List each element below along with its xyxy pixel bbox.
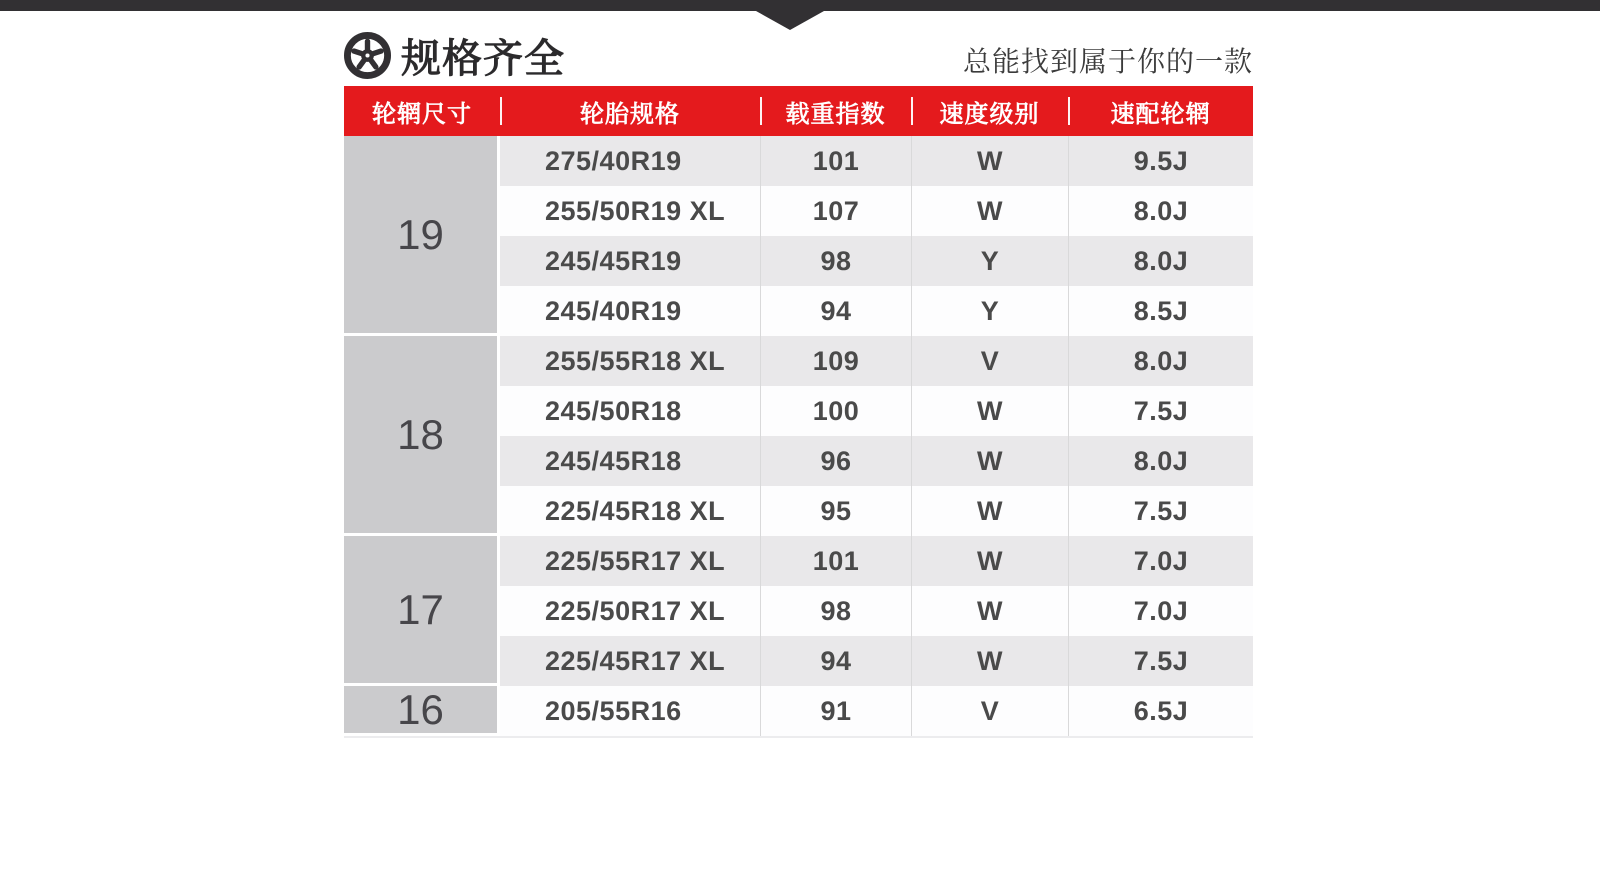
load-index-cell: 107 — [760, 186, 911, 236]
section-header — [344, 28, 1253, 82]
column-header-rim-match: 速配轮辋 — [1068, 86, 1253, 136]
rim-match-cell: 9.5J — [1068, 136, 1253, 186]
table-header-row — [344, 86, 1253, 136]
top-accent-bar — [0, 0, 1600, 11]
rim-match-cell: 8.0J — [1068, 436, 1253, 486]
column-header-load-index: 载重指数 — [760, 86, 911, 136]
tire-spec-cell: 245/50R18 — [500, 386, 760, 436]
rim-size-cell: 16 — [344, 686, 500, 736]
load-index-cell: 94 — [760, 286, 911, 336]
speed-rating-cell: W — [911, 386, 1068, 436]
page-title: 规格齐全 — [401, 36, 565, 81]
tire-spec-cell: 225/50R17 XL — [500, 586, 760, 636]
load-index-cell: 98 — [760, 236, 911, 286]
wheel-icon — [344, 32, 391, 79]
column-header-tire-spec: 轮胎规格 — [500, 86, 760, 136]
column-header-rim-size: 轮辋尺寸 — [372, 100, 472, 128]
speed-rating-cell: W — [911, 586, 1068, 636]
tire-spec-cell: 255/50R19 XL — [500, 186, 760, 236]
load-index-cell: 91 — [760, 686, 911, 736]
speed-rating-cell: V — [911, 686, 1068, 736]
speed-rating-cell: W — [911, 186, 1068, 236]
tire-spec-cell: 245/40R19 — [500, 286, 760, 336]
column-header-speed-rating: 速度级别 — [911, 86, 1068, 136]
speed-rating-cell: W — [911, 636, 1068, 686]
speed-rating-cell: W — [911, 436, 1068, 486]
rim-size-cell: 19 — [344, 136, 500, 336]
tire-spec-cell: 225/55R17 XL — [500, 536, 760, 586]
load-index-cell: 101 — [760, 136, 911, 186]
table-body — [344, 136, 1253, 738]
speed-rating-cell: W — [911, 536, 1068, 586]
title-wrap — [344, 27, 565, 84]
load-index-cell: 96 — [760, 436, 911, 486]
tire-spec-table — [344, 86, 1253, 738]
tire-spec-cell: 205/55R16 — [500, 686, 760, 736]
tire-spec-cell: 245/45R18 — [500, 436, 760, 486]
rim-match-cell: 6.5J — [1068, 686, 1253, 736]
rim-match-cell: 7.5J — [1068, 486, 1253, 536]
rim-match-cell: 7.5J — [1068, 386, 1253, 436]
rim-size-cell: 18 — [344, 336, 500, 536]
load-index-cell: 94 — [760, 636, 911, 686]
load-index-cell: 98 — [760, 586, 911, 636]
tire-spec-cell: 225/45R17 XL — [500, 636, 760, 686]
load-index-cell: 100 — [760, 386, 911, 436]
speed-rating-cell: Y — [911, 286, 1068, 336]
load-index-cell: 109 — [760, 336, 911, 386]
page-subtitle: 总能找到属于你的一款 — [962, 46, 1253, 77]
rim-match-cell: 8.0J — [1068, 336, 1253, 386]
rim-match-cell: 8.0J — [1068, 236, 1253, 286]
tire-spec-cell: 275/40R19 — [500, 136, 760, 186]
speed-rating-cell: W — [911, 486, 1068, 536]
load-index-cell: 95 — [760, 486, 911, 536]
speed-rating-cell: W — [911, 136, 1068, 186]
rim-match-cell: 7.5J — [1068, 636, 1253, 686]
rim-match-cell: 8.5J — [1068, 286, 1253, 336]
tire-spec-cell: 245/45R19 — [500, 236, 760, 286]
rim-size-cell: 17 — [344, 536, 500, 686]
tire-spec-cell: 255/55R18 XL — [500, 336, 760, 386]
rim-match-cell: 7.0J — [1068, 536, 1253, 586]
rim-match-cell: 7.0J — [1068, 586, 1253, 636]
speed-rating-cell: Y — [911, 236, 1068, 286]
speed-rating-cell: V — [911, 336, 1068, 386]
load-index-cell: 101 — [760, 536, 911, 586]
rim-match-cell: 8.0J — [1068, 186, 1253, 236]
tire-spec-cell: 225/45R18 XL — [500, 486, 760, 536]
